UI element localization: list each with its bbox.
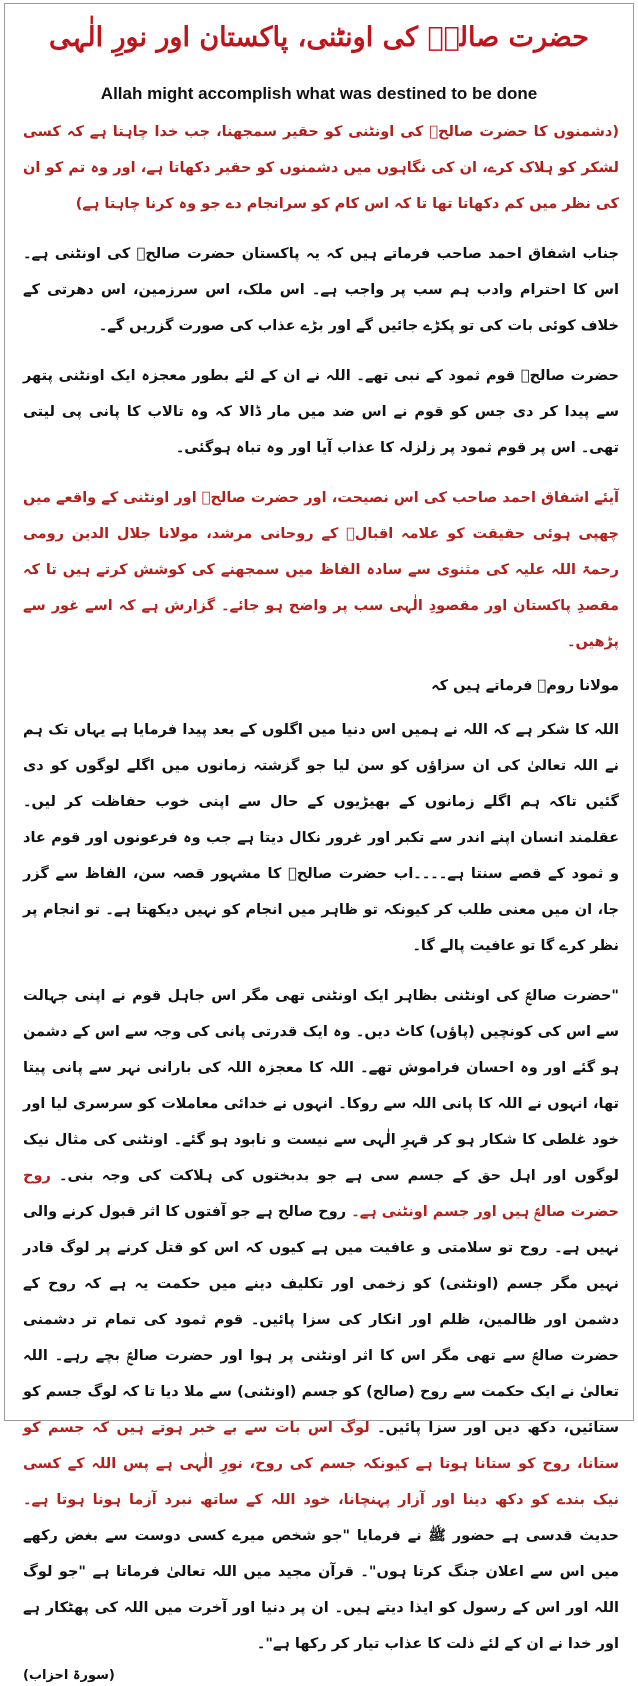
surah-reference: (سورۃ احزاب) [23, 1668, 115, 1683]
paragraph-rumi-says: مولانا رومؒ فرماتے ہیں کہ [431, 678, 619, 694]
intro-paragraph: (دشمنوں کا حضرت صالحؑ کی اونٹنی کو حقیر سمجھنا، جب خدا چاہتا ہے کہ کسی لشکر کو ہلاک کرے، ان کی نگاہوں میں دشمنوں کو حقیر دکھاتا ہے، اور وہ تم کو ان کی نظر میں کم دکھاتا تھا تا کہ اس کام کو سرانجام دے جو وہ کرنا چاہتا ہے) [23, 124, 619, 212]
paragraph-ashfaq-ahmed: جناب اشفاق احمد صاحب فرماتے ہیں کہ یہ پاکستان حضرت صالحؑ کی اونٹنی ہے۔ اس کا احترام وادب ہم سب پر واجب ہے۔ اس ملک، اس سرزمین، اس دھرتی کے خلاف کوئی بات کی تو پکڑے جائیں گے اور بڑے عذاب کی صورت گزریں گے۔ [23, 246, 619, 334]
article-title: حضرت صالحؑ کی اونٹنی، پاکستان اور نورِ الٰہی [49, 22, 589, 53]
camel-story-text-1: "حضرت صالحؑ کی اونٹنی بظاہر ایک اونٹنی تھی مگر اس جاہل قوم نے اپنی جہالت سے اس کی کونچیں (پاؤں) کاٹ دیں۔ وہ ایک قدرتی پانی کی وجہ سے اس کے دشمن ہو گئے اور وہ احسان فراموش تھے۔ اللہ کا معجزہ اللہ کی بارانی نہر سے پانی پیتا تھا، انہوں نے اللہ کا پانی اللہ سے روکا۔ انہوں نے خدائی معاملات کو سرسری لیا اور خود غلطی کا شکار ہو کر قہرِ الٰہی سے نیست و نابود ہو گئے۔ اونٹنی کی مثال نیک لوگوں اور اہل حق کے جسم سی ہے جو بدبختوں کی ہلاکت کی وجہ بنی۔ [23, 988, 619, 1184]
english-subtitle: Allah might accomplish what was destined to be done [100, 84, 538, 103]
camel-story-highlight-1: روح حضرت صالحؑ ہیں اور جسم اونٹنی ہے۔ [23, 1168, 619, 1220]
camel-story-text-3: حدیث قدسی ہے حضور ﷺ نے فرمایا "جو شخص میرے کسی دوست سے بغض رکھے میں اس سے اعلان جنگ کرتا ہوں"۔ قرآن مجید میں اللہ تعالیٰ فرماتا ہے "جو لوگ اللہ اور اس کے رسول کو ایذا دیتے ہیں۔ ان پر دنیا اور آخرت میں اللہ کی پھٹکار ہے اور خدا نے ان کے لئے ذلت کا عذاب تیار کر رکھا ہے"۔ [23, 1528, 619, 1652]
camel-story-highlight-2: لوگ اس بات سے بے خبر ہوتے ہیں کہ جسم کو ستانا، روح کو ستانا ہوتا ہے کیونکہ جسم کی روح، نورِ الٰہی ہے پس اللہ کے کسی نیک بندے کو دکھ دینا اور آزار پہنچانا، خود اللہ کے ساتھ نبرد آزما ہونا ہوتا ہے۔ [23, 1420, 619, 1508]
paragraph-hazrat-saleh: حضرت صالحؑ قوم ثمود کے نبی تھے۔ اللہ نے ان کے لئے بطور معجزہ ایک اونٹنی پتھر سے پیدا کر دی جس کو قوم نے اس ضد میں مار ڈالا کہ وہ تالاب کا پانی پی لیتی تھی۔ اس پر قوم ثمود پر زلزلہ کا عذاب آیا اور وہ تباہ ہوگئی۔ [23, 368, 619, 456]
article-page [4, 3, 634, 1683]
camel-story-text-2: روح صالح ہے جو آفتوں کا اثر قبول کرنے والی نہیں ہے۔ روح تو سلامتی و عافیت میں ہے کیوں کہ اس کو قتل کرنے پر لوگ قادر نہیں مگر جسم (اونٹنی) کو زخمی اور تکلیف دینے میں حکمت یہ ہے کہ روح کے دشمن اور ظالمین، ظلم اور انکار کی سزا پائیں۔ قوم ثمود کی تمام تر دشمنی حضرت صالحؑ سے تھی مگر اس کا اثر اونٹنی پر ہوا اور حضرت صالحؑ بچے رہے۔ اللہ تعالیٰ نے ایک حکمت سے روح (صالح) کو جسم (اونٹنی) سے ملا دیا تا کہ لوگ جسم کو ستائیں، دکھ دیں اور سزا پائیں۔ [23, 1204, 619, 1436]
paragraph-rumi-intro: آیئے اشفاق احمد صاحب کی اس نصیحت، اور حضرت صالحؑ اور اونٹنی کے واقعے میں چھپی ہوئی حقیقت کو علامہ اقبالؒ کے روحانی مرشد، مولانا جلال الدین رومی رحمۃ اللہ علیہ کی مثنوی سے سادہ الفاظ میں سمجھنے کی کوشش کرتے ہیں تا کہ مقصدِ پاکستان اور مقصودِ الٰہی سب پر واضح ہو جائے۔ گزارش ہے کہ اسے غور سے پڑھیں۔ [23, 490, 619, 650]
paragraph-camel-story [23, 978, 619, 1662]
paragraph-gratitude: اللہ کا شکر ہے کہ اللہ نے ہمیں اس دنیا میں اگلوں کے بعد پیدا فرمایا ہے یہاں تک ہم نے اللہ تعالیٰ کی ان سزاؤں کو سن لیا جو گزشتہ زمانوں میں اگلے لوگوں کو دی گئیں تاکہ ہم اگلے زمانوں کے بھیڑیوں کے حال سے اپنی خوب حفاظت کر لیں۔ عقلمند انسان اپنے اندر سے تکبر اور غرور نکال دیتا ہے جب وہ فرعونوں اور قوم عاد و ثمود کے قصے سنتا ہے۔۔۔۔اب حضرت صالحؑ کا مشہور قصہ سن، الفاظ سے گزر جا، ان میں معنی طلب کر کیونکہ تو ظاہر میں انجام کو نہیں دیکھتا ہے۔ تو انجام پر نظر کرے گا تو عافیت پالے گا۔ [23, 722, 619, 954]
